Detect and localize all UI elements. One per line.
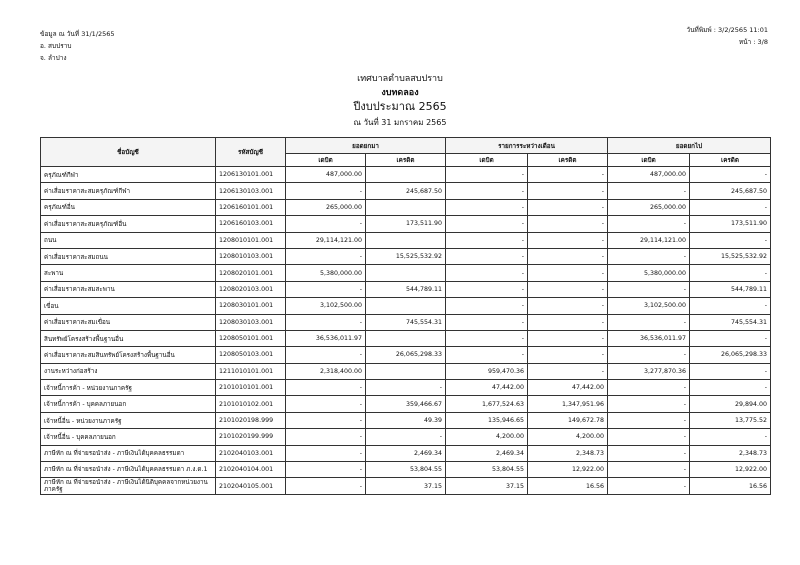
brought-credit-cell <box>366 298 446 314</box>
account-name-cell: ค่าเสื่อมราคาสะสมครุภัณฑ์อื่น <box>41 216 216 232</box>
account-name-cell: เจ้าหนี้การค้า - หน่วยงานภาครัฐ <box>41 380 216 396</box>
report-title: งบทดลอง <box>381 88 419 98</box>
month-debit-cell: 53,804.55 <box>446 462 528 478</box>
data-as-of: ข้อมูล ณ วันที่ 31/1/2565 <box>40 30 115 38</box>
header-monthly-transactions: รายการระหว่างเดือน <box>446 138 608 154</box>
month-debit-cell: 135,946.65 <box>446 412 528 428</box>
carried-credit-cell: - <box>690 232 771 248</box>
account-name-cell: งานระหว่างก่อสร้าง <box>41 363 216 379</box>
table-row <box>41 314 771 330</box>
brought-credit-cell <box>366 363 446 379</box>
brought-debit-cell: - <box>286 412 366 428</box>
account-name-cell: สินทรัพย์โครงสร้างพื้นฐานอื่น <box>41 330 216 346</box>
table-row <box>41 363 771 379</box>
brought-debit-cell: 265,000.00 <box>286 199 366 215</box>
brought-debit-cell: 2,318,400.00 <box>286 363 366 379</box>
month-debit-cell: 959,470.36 <box>446 363 528 379</box>
header-debit: เดบิต <box>446 154 528 167</box>
table-row <box>41 298 771 314</box>
report-meta-right <box>686 24 768 48</box>
brought-debit-cell: - <box>286 396 366 412</box>
carried-credit-cell: - <box>690 330 771 346</box>
month-debit-cell: - <box>446 216 528 232</box>
account-name-cell: ครุภัณฑ์อื่น <box>41 199 216 215</box>
month-debit-cell: 37.15 <box>446 478 528 494</box>
carried-credit-cell: - <box>690 265 771 281</box>
month-credit-cell: 47,442.00 <box>528 380 608 396</box>
carried-debit-cell: - <box>608 347 690 363</box>
carried-debit-cell: 3,277,870.36 <box>608 363 690 379</box>
header-brought-forward: ยอดยกมา <box>286 138 446 154</box>
brought-debit-cell: 5,380,000.00 <box>286 265 366 281</box>
district: อ. สบปราบ <box>40 42 72 50</box>
carried-debit-cell: 3,102,500.00 <box>608 298 690 314</box>
account-code-cell: 2102040104.001 <box>216 462 286 478</box>
month-credit-cell: - <box>528 363 608 379</box>
month-credit-cell: - <box>528 330 608 346</box>
month-debit-cell: 2,469.34 <box>446 445 528 461</box>
carried-credit-cell: - <box>690 429 771 445</box>
month-credit-cell: 4,200.00 <box>528 429 608 445</box>
month-debit-cell: - <box>446 248 528 264</box>
carried-debit-cell: 265,000.00 <box>608 199 690 215</box>
brought-debit-cell: - <box>286 445 366 461</box>
header-debit: เดบิต <box>286 154 366 167</box>
header-account-code: รหัสบัญชี <box>216 138 286 167</box>
account-name-cell: เจ้าหนี้อื่น - บุคคลภายนอก <box>41 429 216 445</box>
carried-credit-cell: 13,775.52 <box>690 412 771 428</box>
brought-credit-cell: 544,789.11 <box>366 281 446 297</box>
month-debit-cell: - <box>446 281 528 297</box>
brought-debit-cell: - <box>286 380 366 396</box>
account-code-cell: 1206160101.001 <box>216 199 286 215</box>
header-credit: เครดิต <box>528 154 608 167</box>
table-row <box>41 167 771 183</box>
organization-name: เทศบาลตำบลสบปราบ <box>357 74 443 84</box>
brought-credit-cell: - <box>366 380 446 396</box>
brought-debit-cell: - <box>286 347 366 363</box>
account-code-cell: 1208020101.001 <box>216 265 286 281</box>
brought-credit-cell: 37.15 <box>366 478 446 494</box>
brought-debit-cell: - <box>286 314 366 330</box>
account-code-cell: 1208010101.001 <box>216 232 286 248</box>
carried-credit-cell: - <box>690 199 771 215</box>
table-row <box>41 281 771 297</box>
carried-debit-cell: - <box>608 183 690 199</box>
brought-credit-cell: - <box>366 429 446 445</box>
carried-debit-cell: - <box>608 396 690 412</box>
month-credit-cell: - <box>528 183 608 199</box>
table-row <box>41 265 771 281</box>
account-name-cell: เจ้าหนี้อื่น - หน่วยงานภาครัฐ <box>41 412 216 428</box>
carried-debit-cell: - <box>608 216 690 232</box>
account-name-cell: สะพาน <box>41 265 216 281</box>
brought-debit-cell: 29,114,121.00 <box>286 232 366 248</box>
carried-debit-cell: - <box>608 281 690 297</box>
account-name-cell: ภาษีหัก ณ ที่จ่ายรอนำส่ง - ภาษีเงินได้นิติบุคคลจากหน่วยงานภาครัฐ <box>41 478 216 494</box>
month-debit-cell: - <box>446 232 528 248</box>
account-name-cell: ค่าเสื่อมราคาสะสมสินทรัพย์โครงสร้างพื้นฐานอื่น <box>41 347 216 363</box>
account-code-cell: 1208030101.001 <box>216 298 286 314</box>
brought-credit-cell: 173,511.90 <box>366 216 446 232</box>
account-code-cell: 1208010103.001 <box>216 248 286 264</box>
month-credit-cell: - <box>528 347 608 363</box>
account-code-cell: 1206130101.001 <box>216 167 286 183</box>
month-debit-cell: - <box>446 330 528 346</box>
carried-credit-cell: 745,554.31 <box>690 314 771 330</box>
account-code-cell: 1208030103.001 <box>216 314 286 330</box>
table-row <box>41 183 771 199</box>
table-row <box>41 347 771 363</box>
print-date: วันที่พิมพ์ : 3/2/2565 11:01 <box>686 26 768 34</box>
account-code-cell: 1208020103.001 <box>216 281 286 297</box>
brought-credit-cell: 2,469.34 <box>366 445 446 461</box>
carried-credit-cell: - <box>690 298 771 314</box>
month-debit-cell: - <box>446 199 528 215</box>
account-name-cell: ถนน <box>41 232 216 248</box>
carried-debit-cell: 487,000.00 <box>608 167 690 183</box>
carried-credit-cell: 2,348.73 <box>690 445 771 461</box>
month-credit-cell: 16.56 <box>528 478 608 494</box>
month-debit-cell: - <box>446 167 528 183</box>
carried-debit-cell: - <box>608 248 690 264</box>
month-credit-cell: - <box>528 314 608 330</box>
account-name-cell: ค่าเสื่อมราคาสะสมเขื่อน <box>41 314 216 330</box>
account-code-cell: 2102040103.001 <box>216 445 286 461</box>
account-code-cell: 2101020199.999 <box>216 429 286 445</box>
brought-debit-cell: 36,536,011.97 <box>286 330 366 346</box>
brought-credit-cell <box>366 232 446 248</box>
account-name-cell: เขื่อน <box>41 298 216 314</box>
header-debit: เดบิต <box>608 154 690 167</box>
header-credit: เครดิต <box>366 154 446 167</box>
carried-credit-cell: - <box>690 380 771 396</box>
brought-credit-cell: 359,466.67 <box>366 396 446 412</box>
account-code-cell: 1206130103.001 <box>216 183 286 199</box>
brought-credit-cell <box>366 330 446 346</box>
report-meta-left <box>40 28 115 64</box>
carried-credit-cell: 15,525,532.92 <box>690 248 771 264</box>
carried-debit-cell: - <box>608 429 690 445</box>
brought-debit-cell: - <box>286 462 366 478</box>
account-name-cell: ครุภัณฑ์กีฬา <box>41 167 216 183</box>
table-row <box>41 462 771 478</box>
month-credit-cell: - <box>528 216 608 232</box>
table-row <box>41 330 771 346</box>
month-debit-cell: - <box>446 265 528 281</box>
carried-debit-cell: - <box>608 314 690 330</box>
account-name-cell: ค่าเสื่อมราคาสะสมถนน <box>41 248 216 264</box>
brought-credit-cell <box>366 199 446 215</box>
month-credit-cell: - <box>528 232 608 248</box>
brought-credit-cell <box>366 167 446 183</box>
month-credit-cell: 2,348.73 <box>528 445 608 461</box>
brought-debit-cell: - <box>286 248 366 264</box>
account-code-cell: 2102040105.001 <box>216 478 286 494</box>
month-credit-cell: - <box>528 248 608 264</box>
header-account-name: ชื่อบัญชี <box>41 138 216 167</box>
month-debit-cell: - <box>446 183 528 199</box>
province: จ. ลำปาง <box>40 54 67 62</box>
month-debit-cell: 47,442.00 <box>446 380 528 396</box>
brought-credit-cell: 26,065,298.33 <box>366 347 446 363</box>
account-code-cell: 2101010101.001 <box>216 380 286 396</box>
account-code-cell: 1211010101.001 <box>216 363 286 379</box>
table-row <box>41 396 771 412</box>
table-body <box>41 167 771 495</box>
brought-credit-cell: 53,804.55 <box>366 462 446 478</box>
header-carried-forward: ยอดยกไป <box>608 138 771 154</box>
carried-debit-cell: - <box>608 445 690 461</box>
table-row <box>41 232 771 248</box>
brought-debit-cell: - <box>286 478 366 494</box>
carried-debit-cell: 5,380,000.00 <box>608 265 690 281</box>
month-debit-cell: - <box>446 347 528 363</box>
fiscal-year: ปีงบประมาณ 2565 <box>353 100 447 113</box>
table-row <box>41 412 771 428</box>
carried-debit-cell: - <box>608 380 690 396</box>
table-row <box>41 445 771 461</box>
account-name-cell: ภาษีหัก ณ ที่จ่ายรอนำส่ง - ภาษีเงินได้บุคคลธรรมดา ภ.ง.ด.1 <box>41 462 216 478</box>
account-name-cell: ภาษีหัก ณ ที่จ่ายรอนำส่ง - ภาษีเงินได้บุคคลธรรมดา <box>41 445 216 461</box>
carried-debit-cell: - <box>608 462 690 478</box>
carried-debit-cell: - <box>608 412 690 428</box>
carried-debit-cell: - <box>608 478 690 494</box>
carried-credit-cell: 29,894.00 <box>690 396 771 412</box>
month-credit-cell: 149,672.78 <box>528 412 608 428</box>
header-credit: เครดิต <box>690 154 771 167</box>
month-credit-cell: - <box>528 167 608 183</box>
month-credit-cell: - <box>528 265 608 281</box>
table-row <box>41 199 771 215</box>
table-row <box>41 429 771 445</box>
carried-credit-cell: 544,789.11 <box>690 281 771 297</box>
carried-credit-cell: 16.56 <box>690 478 771 494</box>
account-code-cell: 1206160103.001 <box>216 216 286 232</box>
account-code-cell: 1208050101.001 <box>216 330 286 346</box>
account-name-cell: ค่าเสื่อมราคาสะสมสะพาน <box>41 281 216 297</box>
carried-credit-cell: 245,687.50 <box>690 183 771 199</box>
month-credit-cell: - <box>528 281 608 297</box>
account-name-cell: ค่าเสื่อมราคาสะสมครุภัณฑ์กีฬา <box>41 183 216 199</box>
trial-balance-table <box>40 137 771 495</box>
brought-credit-cell: 745,554.31 <box>366 314 446 330</box>
brought-debit-cell: 3,102,500.00 <box>286 298 366 314</box>
carried-credit-cell: 12,922.00 <box>690 462 771 478</box>
month-debit-cell: 4,200.00 <box>446 429 528 445</box>
month-credit-cell: 1,347,951.96 <box>528 396 608 412</box>
table-row <box>41 216 771 232</box>
month-credit-cell: - <box>528 199 608 215</box>
month-debit-cell: - <box>446 314 528 330</box>
brought-credit-cell: 49.39 <box>366 412 446 428</box>
account-name-cell: เจ้าหนี้การค้า - บุคคลภายนอก <box>41 396 216 412</box>
table-row <box>41 478 771 494</box>
brought-debit-cell: - <box>286 281 366 297</box>
month-debit-cell: 1,677,524.63 <box>446 396 528 412</box>
account-code-cell: 2101010102.001 <box>216 396 286 412</box>
table-row <box>41 248 771 264</box>
brought-debit-cell: - <box>286 429 366 445</box>
month-credit-cell: - <box>528 298 608 314</box>
carried-credit-cell: - <box>690 363 771 379</box>
carried-credit-cell: 173,511.90 <box>690 216 771 232</box>
brought-credit-cell <box>366 265 446 281</box>
carried-credit-cell: - <box>690 167 771 183</box>
brought-debit-cell: - <box>286 216 366 232</box>
carried-credit-cell: 26,065,298.33 <box>690 347 771 363</box>
page-number: หน้า : 3/8 <box>738 38 768 46</box>
account-code-cell: 1208050103.001 <box>216 347 286 363</box>
brought-credit-cell: 15,525,532.92 <box>366 248 446 264</box>
report-date: ณ วันที่ 31 มกราคม 2565 <box>353 118 447 127</box>
month-credit-cell: 12,922.00 <box>528 462 608 478</box>
carried-debit-cell: 29,114,121.00 <box>608 232 690 248</box>
account-code-cell: 2101020198.999 <box>216 412 286 428</box>
table-row <box>41 380 771 396</box>
carried-debit-cell: 36,536,011.97 <box>608 330 690 346</box>
brought-credit-cell: 245,687.50 <box>366 183 446 199</box>
brought-debit-cell: 487,000.00 <box>286 167 366 183</box>
brought-debit-cell: - <box>286 183 366 199</box>
month-debit-cell: - <box>446 298 528 314</box>
